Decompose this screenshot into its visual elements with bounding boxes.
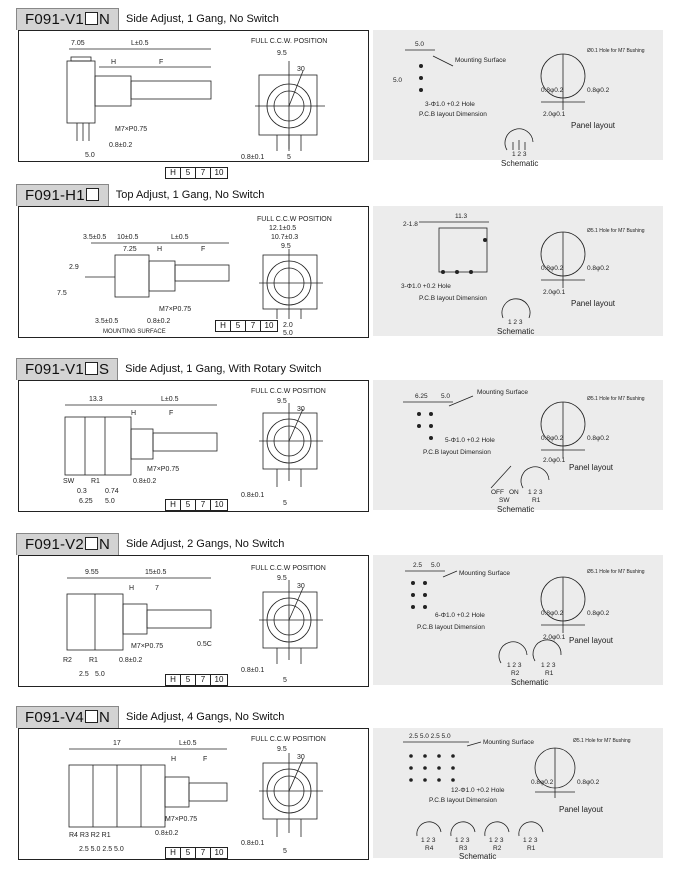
mechanical-drawing bbox=[18, 728, 369, 860]
dim-f: 7 bbox=[155, 585, 159, 592]
dim-f: F bbox=[201, 246, 206, 253]
dim-a2: 3.5±0.5 bbox=[95, 318, 119, 325]
dim-v1: 2.9 bbox=[69, 264, 79, 271]
pcb-layout-label: P.C.B layout Dimension bbox=[423, 449, 491, 456]
dim-v2: 7.5 bbox=[57, 290, 67, 297]
panel-d3: 2.0φ0.1 bbox=[543, 634, 566, 641]
h-size-table bbox=[165, 499, 228, 511]
section-header bbox=[16, 8, 279, 30]
pcb-svg bbox=[373, 30, 663, 168]
dim-thread: M7×P0.75 bbox=[165, 816, 198, 823]
model-description: Side Adjust, 2 Gangs, No Switch bbox=[125, 538, 285, 550]
mechanical-drawing bbox=[18, 30, 369, 177]
schematic-pins: 1 2 3 bbox=[512, 151, 527, 158]
dim-c: 0.5C bbox=[197, 641, 212, 648]
table-cell: 5 bbox=[181, 848, 196, 858]
drawing-svg bbox=[19, 31, 368, 161]
dim-l: L±0.5 bbox=[161, 396, 179, 403]
panel-d1: 0.8φ0.2 bbox=[541, 265, 564, 272]
panel-d3: 2.0φ0.1 bbox=[543, 457, 566, 464]
pcb-svg bbox=[373, 380, 663, 514]
table-cell: 10 bbox=[264, 321, 274, 330]
table-cell: 7 bbox=[196, 500, 211, 510]
drawing-svg bbox=[19, 556, 368, 686]
label-r1: R1 bbox=[89, 657, 98, 664]
section-f091-h1 bbox=[0, 184, 683, 356]
pcb-panel-layout bbox=[373, 30, 663, 168]
h-size-table bbox=[165, 674, 228, 686]
dim-a: 9.55 bbox=[85, 569, 99, 576]
panel-d1: 0.8φ0.2 bbox=[531, 779, 554, 786]
schematic-label: Schematic bbox=[497, 327, 535, 336]
sch-pins: 1 2 3 bbox=[528, 489, 543, 496]
dim-p1: 0.3 bbox=[77, 488, 87, 495]
mechanical-drawing bbox=[18, 380, 369, 512]
hole-note: Ø5.1 Hole for M7 Bushing bbox=[587, 569, 645, 575]
section-f091-v4n bbox=[0, 706, 683, 878]
full-ccw-label: FULL C.C.W POSITION bbox=[257, 216, 332, 223]
sch-r2: R2 bbox=[511, 670, 520, 677]
dim-l: L±0.5 bbox=[171, 234, 189, 241]
pcb-layout-label: P.C.B layout Dimension bbox=[429, 797, 497, 804]
table-cell: 10 bbox=[214, 500, 224, 509]
mount-surface: Mounting Surface bbox=[455, 57, 506, 64]
table-cell: 5 bbox=[181, 675, 196, 685]
panel-d2: 0.8φ0.2 bbox=[587, 87, 610, 94]
dim-thread: M7×P0.75 bbox=[147, 466, 180, 473]
hole-note: Ø5.1 Hole for M7 Bushing bbox=[587, 396, 645, 402]
pcb-pitch2: 5.0 bbox=[441, 393, 451, 400]
dim-angle: 30 bbox=[297, 406, 305, 413]
sch-pins-r1: 1 2 3 bbox=[523, 837, 538, 844]
label-r2: R2 bbox=[63, 657, 72, 664]
dim-p3: 6.25 bbox=[79, 498, 93, 505]
sch-sw: SW bbox=[499, 497, 510, 504]
mechanical-drawing bbox=[18, 206, 369, 338]
dim-pitch: 5.0 bbox=[85, 152, 95, 159]
dim-b: 5 bbox=[283, 677, 287, 684]
sch-pins-r2: 1 2 3 bbox=[489, 837, 504, 844]
dim-pin: 0.8±0.2 bbox=[109, 142, 133, 149]
dim-p2: 5.0 bbox=[95, 671, 105, 678]
dim-a: 17 bbox=[113, 740, 121, 747]
drawing-svg bbox=[19, 207, 368, 337]
pcb-pitch: 6.25 bbox=[415, 393, 428, 400]
dim-a: 7.05 bbox=[71, 40, 85, 47]
dim-p4: 5.0 bbox=[105, 498, 115, 505]
panel-d3: 2.0φ0.1 bbox=[543, 111, 566, 118]
sch-r1: R1 bbox=[527, 845, 536, 852]
table-cell: 7 bbox=[246, 321, 261, 331]
dim-h: H bbox=[111, 59, 117, 66]
sch-r1: R1 bbox=[532, 497, 541, 504]
sch-r4: R4 bbox=[425, 845, 434, 852]
dim-wt: 0.8±0.1 bbox=[241, 492, 265, 499]
pcb-pitch2: 5.0 bbox=[431, 562, 441, 569]
pcb-p1: 11.3 bbox=[455, 213, 468, 220]
pcb-layout-label: P.C.B layout Dimension bbox=[419, 111, 487, 118]
panel-layout-label: Panel layout bbox=[571, 299, 616, 308]
pcb-pitch: 5.0 bbox=[415, 41, 425, 48]
panel-d3: 2.0φ0.1 bbox=[543, 289, 566, 296]
dim-l: L±0.5 bbox=[179, 740, 197, 747]
dim-l: L±0.5 bbox=[131, 40, 149, 47]
box-placeholder bbox=[85, 710, 98, 723]
dim-p1: 2.5 bbox=[79, 671, 89, 678]
model-code: F091-V1 S bbox=[16, 358, 118, 380]
pcb-panel-layout bbox=[373, 206, 663, 336]
dim-wt: 0.8±0.1 bbox=[241, 840, 265, 847]
h-size-table bbox=[165, 167, 228, 179]
pcb-panel-layout bbox=[373, 728, 663, 861]
pcb-hole: 12-Φ1.0 +0.2 Hole bbox=[451, 787, 505, 794]
pcb-panel-layout bbox=[373, 555, 663, 685]
pcb-pitch-v: 5.0 bbox=[393, 77, 403, 84]
box-placeholder bbox=[85, 362, 98, 375]
dim-pin: 0.8±0.2 bbox=[133, 478, 157, 485]
dim-w: 9.5 bbox=[277, 575, 287, 582]
h-size-table bbox=[215, 320, 278, 332]
dim-f: F bbox=[159, 59, 164, 66]
schematic-label: Schematic bbox=[497, 505, 535, 514]
dim-pin: 0.8±0.2 bbox=[147, 318, 171, 325]
dim-thread: M7×P0.75 bbox=[131, 643, 164, 650]
table-cell: H bbox=[166, 848, 181, 858]
h-size-table bbox=[165, 847, 228, 859]
model-description: Top Adjust, 1 Gang, No Switch bbox=[115, 189, 265, 201]
dim-l: 15±0.5 bbox=[145, 569, 167, 576]
section-header bbox=[16, 358, 321, 380]
mechanical-drawing bbox=[18, 555, 369, 687]
pcb-layout-label: P.C.B layout Dimension bbox=[419, 295, 487, 302]
section-header bbox=[16, 533, 284, 555]
pcb-hole: 3-Φ1.0 +0.2 Hole bbox=[425, 101, 475, 108]
dim-angle: 30 bbox=[297, 583, 305, 590]
hole-note: Ø0.1 Hole for M7 Bushing bbox=[587, 48, 645, 54]
sch-off: OFF bbox=[491, 489, 504, 496]
mount-surface: Mounting Surface bbox=[459, 570, 510, 577]
mount-surface: MOUNTING SURFACE bbox=[103, 329, 166, 335]
full-ccw-label: FULL C.C.W POSITION bbox=[251, 736, 326, 743]
dim-angle: 30 bbox=[297, 66, 305, 73]
panel-layout-label: Panel layout bbox=[569, 463, 614, 472]
dim-a: 13.3 bbox=[89, 396, 103, 403]
schematic-label: Schematic bbox=[501, 159, 539, 168]
dim-w: 9.5 bbox=[281, 243, 291, 250]
label-r1: R1 bbox=[91, 478, 100, 485]
dim-p2: 0.74 bbox=[105, 488, 119, 495]
section-f091-v1s bbox=[0, 358, 683, 530]
table-cell: H bbox=[216, 321, 231, 331]
panel-layout-label: Panel layout bbox=[571, 121, 616, 130]
table-cell: H bbox=[166, 168, 181, 178]
model-code: F091-V4 N bbox=[16, 706, 119, 728]
pcb-svg bbox=[373, 728, 663, 861]
mount-surface: Mounting Surface bbox=[477, 389, 528, 396]
section-f091-v1n bbox=[0, 8, 683, 180]
model-description: Side Adjust, 1 Gang, With Rotary Switch bbox=[125, 363, 322, 375]
dim-angle: 30 bbox=[297, 754, 305, 761]
panel-d1: 0.8φ0.2 bbox=[541, 610, 564, 617]
hole-note: Ø5.1 Hole for M7 Bushing bbox=[573, 738, 631, 744]
drawing-svg bbox=[19, 729, 368, 859]
sch-r2: R2 bbox=[493, 845, 502, 852]
table-cell: 7 bbox=[196, 168, 211, 178]
label-r: R4 R3 R2 R1 bbox=[69, 832, 111, 839]
sch-r1: R1 bbox=[545, 670, 554, 677]
model-description: Side Adjust, 4 Gangs, No Switch bbox=[125, 711, 285, 723]
dim-a: 3.5±0.5 bbox=[83, 234, 107, 241]
dim-w: 9.5 bbox=[277, 746, 287, 753]
dim-pin: 0.8±0.2 bbox=[119, 657, 143, 664]
table-cell: 10 bbox=[214, 168, 224, 177]
table-cell: 7 bbox=[196, 848, 211, 858]
dim-b2: 10±0.5 bbox=[117, 234, 139, 241]
box-placeholder bbox=[85, 537, 98, 550]
table-cell: 5 bbox=[231, 321, 246, 331]
dim-h: H bbox=[157, 246, 163, 253]
dim-b: 5 bbox=[283, 848, 287, 855]
dim-b: 5 bbox=[283, 500, 287, 507]
table-cell: 5 bbox=[181, 500, 196, 510]
panel-d2: 0.8φ0.2 bbox=[577, 779, 600, 786]
dim-wt: 0.8±0.1 bbox=[241, 667, 265, 674]
dim-thread: M7×P0.75 bbox=[115, 126, 148, 133]
pcb-layout-label: P.C.B layout Dimension bbox=[417, 624, 485, 631]
sch-pins-r4: 1 2 3 bbox=[421, 837, 436, 844]
table-cell: 10 bbox=[214, 675, 224, 684]
pcb-panel-layout bbox=[373, 380, 663, 514]
label-sw: SW bbox=[63, 478, 75, 485]
model-code: F091-V2 N bbox=[16, 533, 119, 555]
sch-pins-r3: 1 2 3 bbox=[455, 837, 470, 844]
panel-d2: 0.8φ0.2 bbox=[587, 435, 610, 442]
schematic-label: Schematic bbox=[511, 678, 549, 687]
full-ccw-label: FULL C.C.W POSITION bbox=[251, 565, 326, 572]
full-ccw-label: FULL C.C.W. POSITION bbox=[251, 38, 328, 45]
dim-w: 9.5 bbox=[277, 50, 287, 57]
dim-pin: 0.8±0.2 bbox=[155, 830, 179, 837]
table-cell: H bbox=[166, 500, 181, 510]
section-header bbox=[16, 706, 284, 728]
dim-h: H bbox=[171, 756, 177, 763]
sch-pins-r1: 1 2 3 bbox=[541, 662, 556, 669]
model-description: Side Adjust, 1 Gang, No Switch bbox=[125, 13, 279, 25]
hole-note: Ø5.1 Hole for M7 Bushing bbox=[587, 228, 645, 234]
dim-w1: 12.1±0.5 bbox=[269, 225, 297, 232]
dim-f: F bbox=[203, 756, 208, 763]
table-cell: 7 bbox=[196, 675, 211, 685]
table-cell: H bbox=[166, 675, 181, 685]
box-placeholder bbox=[86, 188, 99, 201]
dim-c: 7.25 bbox=[123, 246, 137, 253]
sch-on: ON bbox=[509, 489, 519, 496]
dim-w: 9.5 bbox=[277, 398, 287, 405]
dim-w2: 10.7±0.3 bbox=[271, 234, 299, 241]
model-code: F091-H1 bbox=[16, 184, 109, 206]
panel-d2: 0.8φ0.2 bbox=[587, 610, 610, 617]
dim-b: 5.0 bbox=[283, 330, 293, 337]
section-header bbox=[16, 184, 264, 206]
pcb-pitch: 2.5 5.0 2.5 5.0 bbox=[409, 733, 451, 740]
pcb-svg bbox=[373, 206, 663, 336]
table-cell: 5 bbox=[181, 168, 196, 178]
panel-layout-label: Panel layout bbox=[569, 636, 614, 645]
mount-surface: Mounting Surface bbox=[483, 739, 534, 746]
dim-h: H bbox=[131, 410, 137, 417]
pcb-hole: 5-Φ1.0 +0.2 Hole bbox=[445, 437, 495, 444]
panel-d1: 0.8φ0.2 bbox=[541, 435, 564, 442]
pcb-pitch: 2.5 bbox=[413, 562, 423, 569]
dim-thread: M7×P0.75 bbox=[159, 306, 192, 313]
box-placeholder bbox=[85, 12, 98, 25]
model-code: F091-V1 N bbox=[16, 8, 119, 30]
panel-d2: 0.8φ0.2 bbox=[587, 265, 610, 272]
dim-wt: 2.0 bbox=[283, 322, 293, 329]
panel-d1: 0.8φ0.2 bbox=[541, 87, 564, 94]
table-cell: 10 bbox=[214, 848, 224, 857]
panel-layout-label: Panel layout bbox=[559, 805, 604, 814]
dim-h: H bbox=[129, 585, 135, 592]
drawing-svg bbox=[19, 381, 368, 511]
pcb-p2: 2-1.8 bbox=[403, 221, 418, 228]
schematic-label: Schematic bbox=[459, 852, 497, 861]
section-f091-v2n bbox=[0, 533, 683, 705]
sch-r3: R3 bbox=[459, 845, 468, 852]
pcb-svg bbox=[373, 555, 663, 685]
dim-wt: 0.8±0.1 bbox=[241, 154, 265, 161]
full-ccw-label: FULL C.C.W POSITION bbox=[251, 388, 326, 395]
sch-pins-r2: 1 2 3 bbox=[507, 662, 522, 669]
pcb-hole: 3-Φ1.0 +0.2 Hole bbox=[401, 283, 451, 290]
schematic-pins: 1 2 3 bbox=[508, 319, 523, 326]
dim-pitches: 2.5 5.0 2.5 5.0 bbox=[79, 846, 124, 853]
pcb-hole: 6-Φ1.0 +0.2 Hole bbox=[435, 612, 485, 619]
dim-b: 5 bbox=[287, 154, 291, 161]
dim-f: F bbox=[169, 410, 174, 417]
